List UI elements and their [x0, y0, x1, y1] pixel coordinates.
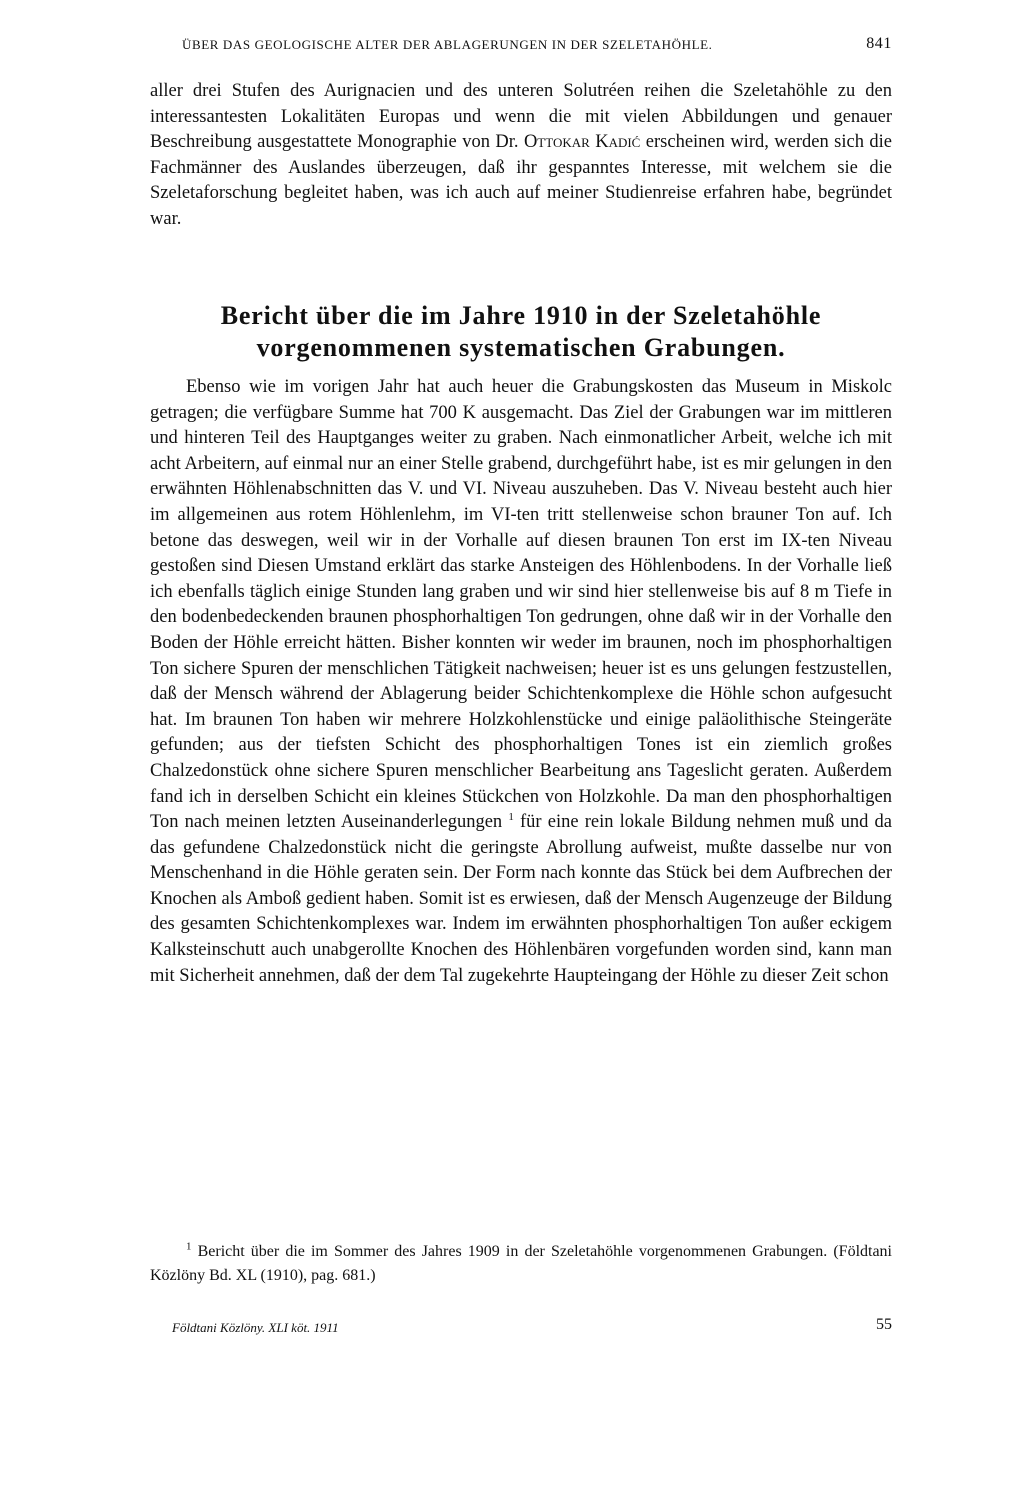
intro-paragraph: [150, 79, 892, 233]
main-section: [150, 375, 892, 989]
intro-text-end: erscheinen wird, werden sich die Fachmänner des Auslandes überzeugen, daß ihr gespanntes Interesse, mit welchem sie die Szeletaforschung begleitet haben, was ich auch auf meiner Studienreise erfahren habe, begründet war.: [150, 132, 892, 229]
footnote-reference[interactable]: 1: [508, 810, 514, 823]
page-number: 841: [866, 35, 892, 52]
footer-journal: Földtani Közlöny. XLI köt. 1911: [172, 1320, 339, 1335]
body-text-start: Ebenso wie im vorigen Jahr hat auch heuer die Grabungskosten das Museum in Miskolc getragen; die verfügbare Summe hat 700 K ausgemacht. Das Ziel der Grabungen war im mittleren und hinteren Teil des Hauptganges weiter zu graben. Nach einmonatlicher Arbeit, welche ich mit acht Arbeitern, auf einmal nur an einer Stelle grabend, durchgeführt habe, ist es mir gelungen in den erwähnten Höhlenabschnitten das V. und VI. Niveau auszuheben. Das V. Niveau besteht auch hier im allgemeinen aus rotem Höhlenlehm, im VI-ten tritt stellenweise schon brauner Ton auf. Ich betone das deswegen, weil wir in der Vorhalle auf diesen braunen Ton erst im IX-ten Niveau gestoßen sind Diesen Umstand erklärt das starke Ansteigen des Höhlenbodens. In der Vorhalle ließ ich ebenfalls täglich einige Stunden lang graben und wir sind hier stellenweise bis auf 8 m Tiefe in den bodenbedeckenden braunen phosphorhaltigen Ton gedrungen, ohne daß wir in der Vorhalle den Boden der Höhle erreicht hätten. Bisher konnten wir weder im braunen, noch im phosphorhaltigen Ton sichere Spuren der menschlichen Tätigkeit nachweisen; heuer ist es uns gelungen festzustellen, daß der Mensch während der Ablagerung beider Schichtenkomplexe die Höhle schon aufgesucht hat. Im braunen Ton haben wir mehrere Holzkohlenstücke und einige paläolithische Steingeräte gefunden; aus der tiefsten Schicht des phosphorhaltigen Tones ist ein ziemlich großes Chalzedonstück ohne sichere Spuren menschlicher Bearbeitung ans Tageslicht geraten. Außerdem fand ich in derselben Schicht ein kleines Stückchen von Holzkohle. Da man den phosphorhaltigen Ton nach meinen letzten Auseinanderlegungen: [150, 377, 892, 833]
footnote-marker: 1: [186, 1240, 192, 1253]
running-head: [150, 35, 892, 57]
footnote-text: Bericht über die im Sommer des Jahres 1909 in der Szeletahöhle vorgenommenen Grabungen. (Földtani Közlöny Bd. XL (1910), pag. 681.): [150, 1243, 892, 1284]
running-head-title: ÜBER DAS GEOLOGISCHE ALTER DER ABLAGERUNGEN IN DER SZELETAHÖHLE.: [182, 37, 713, 52]
sheet-number: 55: [876, 1316, 892, 1333]
section-heading-line-2: vorgenommenen systematischen Grabungen.: [256, 333, 786, 362]
footnote: [150, 1240, 892, 1288]
page-footer: [150, 1316, 892, 1340]
intro-section: [150, 79, 892, 233]
author-name: Ottokar Kadić: [523, 132, 641, 153]
body-text-end: für eine rein lokale Bildung nehmen muß und da das gefundene Chalzedonstück nicht die geringste Abrollung aufweist, mußte dasselbe nur von Menschenhand in die Höhle geraten sein. Der Form nach konnte das Stück bei dem Aufbrechen der Knochen als Amboß gedient haben. Somit ist es erwiesen, daß der Mensch Augenzeuge der Bildung des gesamten Schichtenkomplexes war. Indem im erwähnten phosphorhaltigen Ton außer eckigem Kalksteinschutt auch unabgerollte Knochen des Höhlenbären vorgefunden worden sind, kann man mit Sicherheit annehmen, daß der dem Tal zugekehrte Haupteingang der Höhle zu dieser Zeit schon: [150, 812, 892, 986]
section-heading: [150, 300, 892, 364]
body-paragraph: [150, 375, 892, 989]
section-heading-line-1: Bericht über die im Jahre 1910 in der Szeletahöhle: [220, 301, 822, 330]
intro-text-start: aller drei Stufen des Aurignacien und des unteren Solutréen reihen die Szeletahöhle zu den interessantesten Lokalitäten Europas und wenn die mit vielen Abbildungen und genauer Beschreibung ausgestattete Monographie von Dr.: [150, 81, 892, 153]
